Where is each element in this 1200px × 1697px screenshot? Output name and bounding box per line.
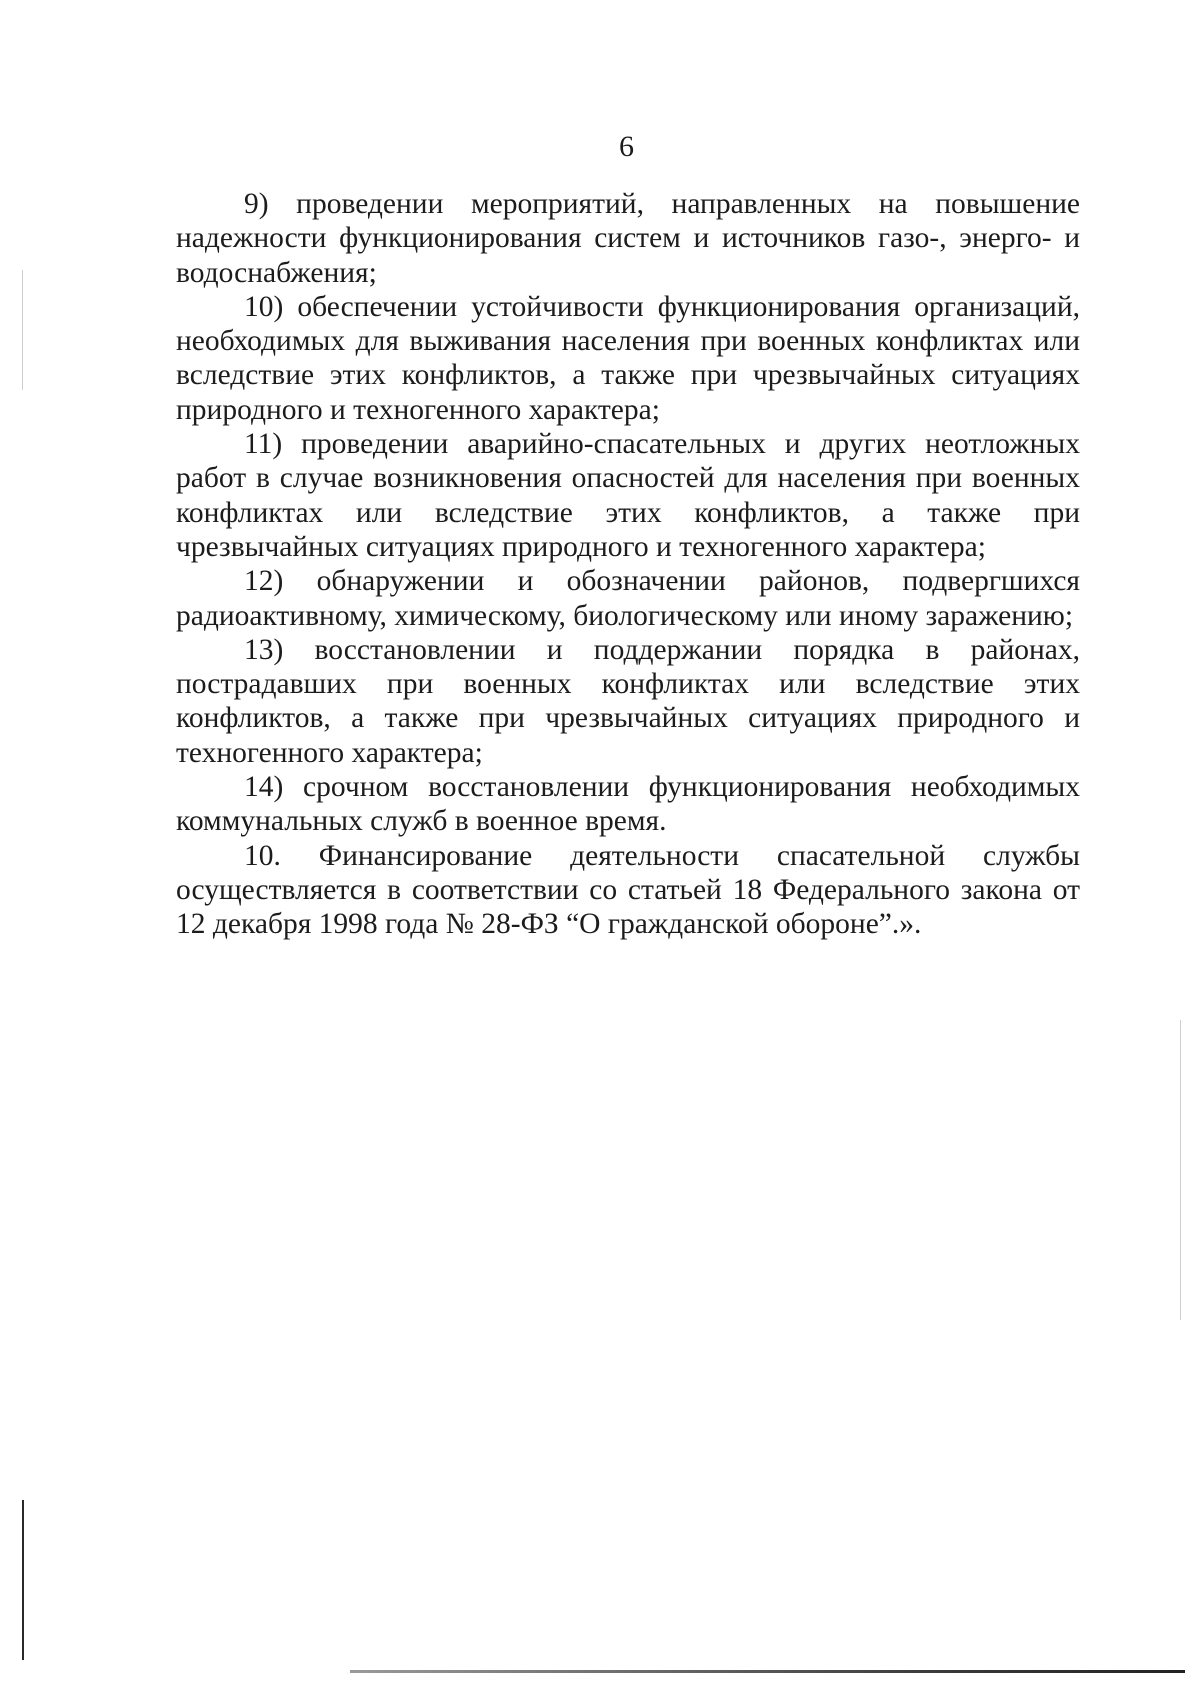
paragraph-item-9: 9) проведении мероприятий, направленных на повышение надежности функционирования систем и источников газо-, энерго- и водоснабжения; (176, 188, 1080, 289)
paragraph-item-14: 14) срочном восстановлении функционирования необходимых коммунальных служб в военное время. (176, 771, 1080, 838)
paragraph-item-13: 13) восстановлении и поддержании порядка в районах, пострадавших при военных конфликтах или вследствие этих конфликтов, а также при чрезвычайных ситуациях природного и техногенного характера; (176, 633, 1080, 769)
scan-speck (22, 270, 23, 390)
paragraph-financing: 10. Финансирование деятельности спасательной службы осуществляется в соответствии со статьей 18 Федерального закона от 12 декабря 1998 года № 28-ФЗ “О гражданской обороне”.». (176, 839, 1080, 941)
paragraph-item-12: 12) обнаружении и обозначении районов, подвергшихся радиоактивному, химическому, биологическому или иному заражению; (176, 565, 1080, 632)
scan-edge-bottom (350, 1670, 1185, 1673)
scan-speck (1180, 1020, 1181, 1320)
paragraph-item-10: 10) обеспечении устойчивости функционирования организаций, необходимых для выживания населения при военных конфликтах или вследствие этих конфликтов, а также при чрезвычайных ситуациях природного и техногенного характера; (176, 290, 1080, 426)
page-number: 6 (619, 130, 634, 163)
document-body (176, 187, 1080, 942)
scan-edge-left (22, 1500, 24, 1660)
paragraph-item-11: 11) проведении аварийно-спасательных и других неотложных работ в случае возникновения опасностей для населения при военных конфликтах или вследствие этих конфликтов, а также при чрезвычайных ситуациях природного и техногенного характера; (176, 428, 1080, 563)
